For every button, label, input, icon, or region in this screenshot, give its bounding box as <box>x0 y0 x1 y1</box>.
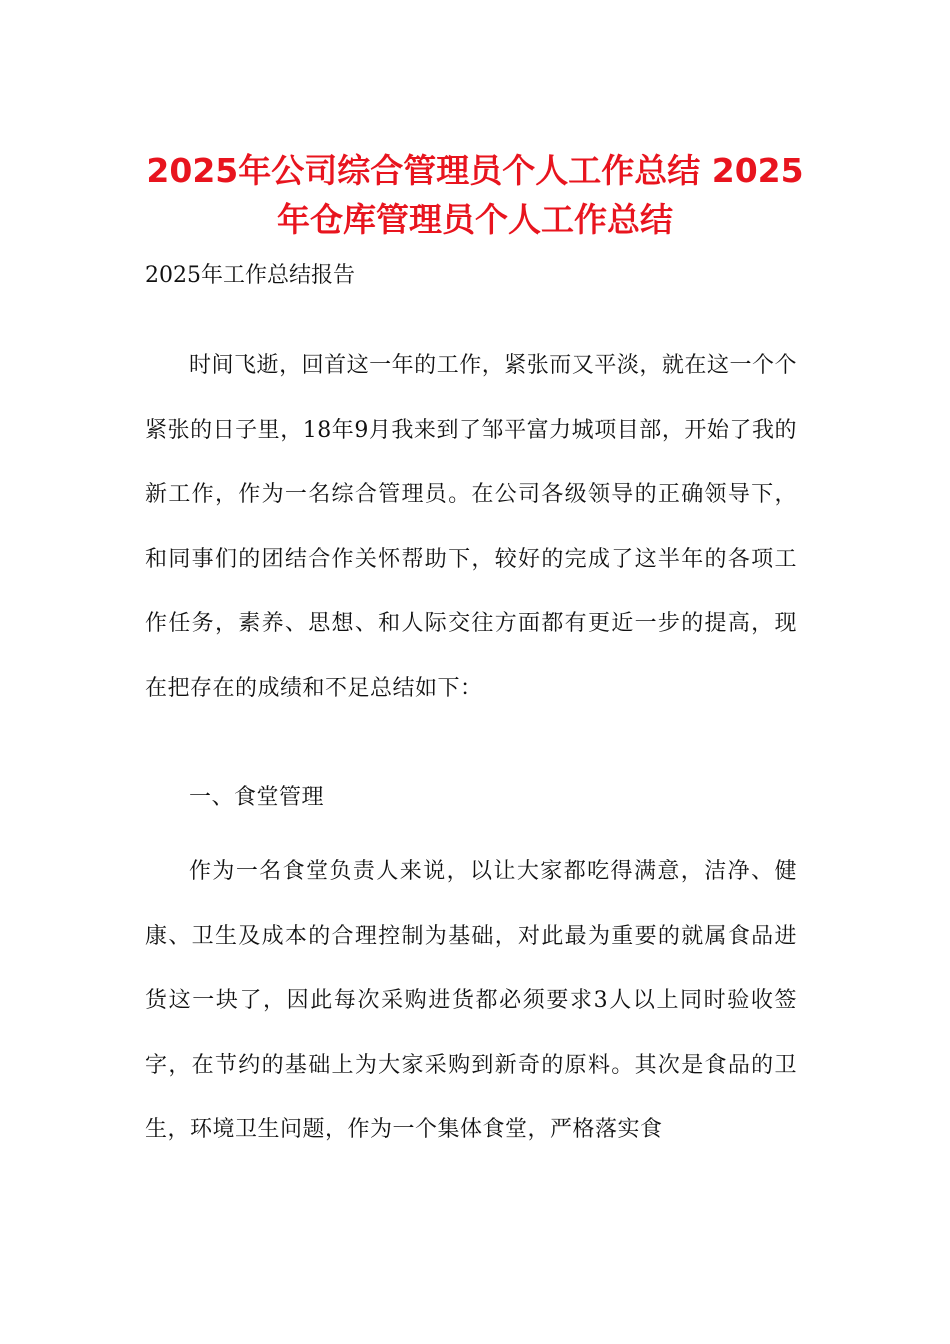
body-paragraph-2: 作为一名食堂负责人来说，以让大家都吃得满意，洁净、健康、卫生及成本的合理控制为基础，对此最为重要的就属食品进货这一块了，因此每次采购进货都必须要求3人以上同时验收签字，在节约的基础上为大家采购到新奇的原料。其次是食品的卫生，环境卫生问题，作为一个集体食堂，严格落实食 <box>145 859 797 1142</box>
body-paragraph-1: 时间飞逝，回首这一年的工作，紧张而又平淡，就在这一个个紧张的日子里，18年9月我来到了邹平富力城项目部，开始了我的新工作，作为一名综合管理员。在公司各级领导的正确领导下，和同事们的团结合作关怀帮助下，较好的完成了这半年的各项工作任务，素养、思想、和人际交往方面都有更近一步的提高，现在把存在的成绩和不足总结如下： <box>145 353 797 701</box>
document-title: 2025年公司综合管理员个人工作总结 2025年仓库管理员个人工作总结 <box>146 151 804 239</box>
document-subtitle: 2025年工作总结报告 <box>145 263 355 288</box>
section-heading: 一、食堂管理 <box>189 785 325 810</box>
